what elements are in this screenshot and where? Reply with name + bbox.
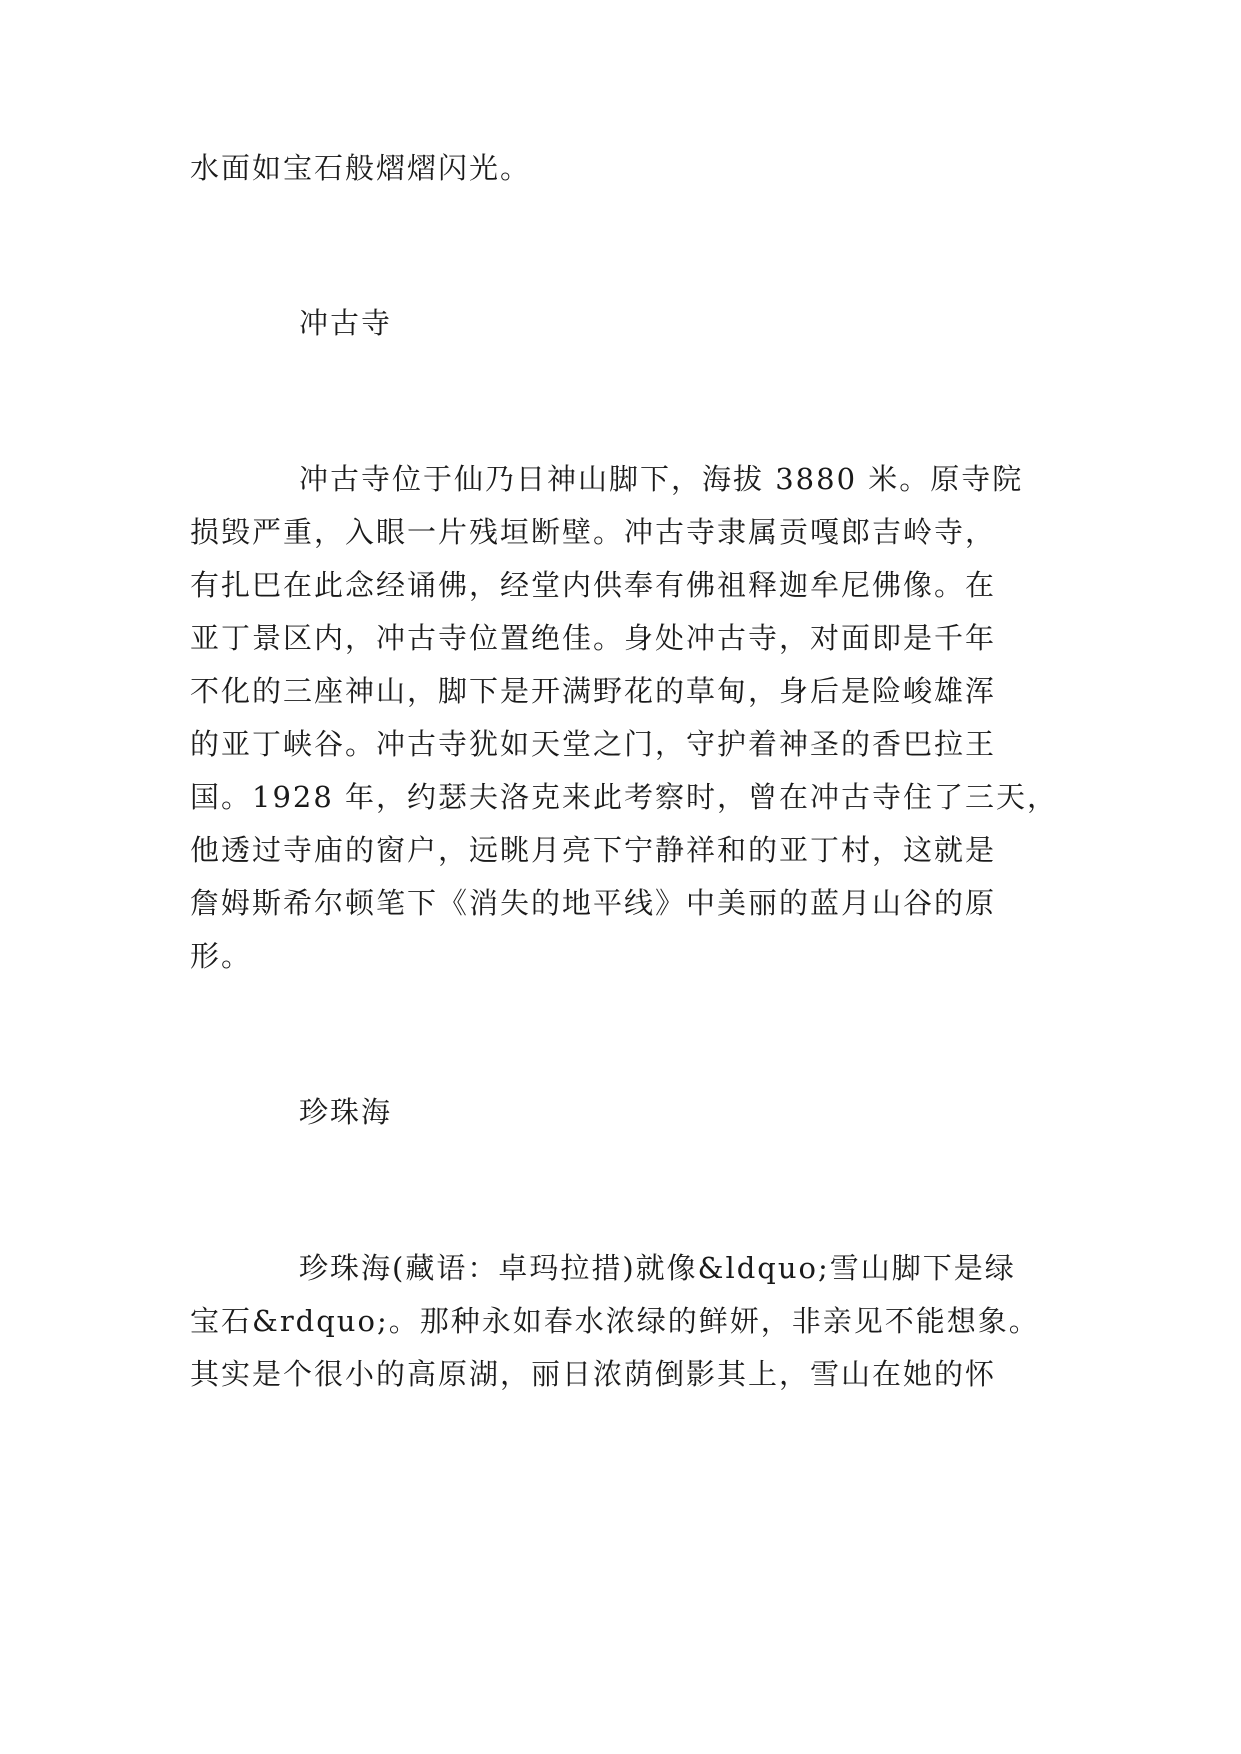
paragraph-line: 形。 xyxy=(190,939,253,973)
paragraph-line: 水面如宝石般熠熠闪光。 xyxy=(190,151,532,185)
section-heading: 冲古寺 xyxy=(299,306,393,340)
paragraph-line: 损毁严重，入眼一片残垣断壁。冲古寺隶属贡嘎郎吉岭寺， xyxy=(190,515,997,549)
section-heading: 珍珠海 xyxy=(299,1095,393,1129)
paragraph-line: 国。1928 年，约瑟夫洛克来此考察时，曾在冲古寺住了三天， xyxy=(190,780,1059,814)
paragraph-line: 其实是个很小的高原湖，丽日浓荫倒影其上，雪山在她的怀 xyxy=(190,1357,997,1391)
paragraph-line: 有扎巴在此念经诵佛，经堂内供奉有佛祖释迦牟尼佛像。在 xyxy=(190,568,997,602)
paragraph-line: 他透过寺庙的窗户，远眺月亮下宁静祥和的亚丁村，这就是 xyxy=(190,833,997,867)
paragraph-line: 的亚丁峡谷。冲古寺犹如天堂之门，守护着神圣的香巴拉王 xyxy=(190,727,997,761)
paragraph-line: 珍珠海(藏语：卓玛拉措)就像&ldquo;雪山脚下是绿 xyxy=(299,1251,1016,1285)
paragraph-line: 詹姆斯希尔顿笔下《消失的地平线》中美丽的蓝月山谷的原 xyxy=(190,886,997,920)
paragraph-line: 亚丁景区内，冲古寺位置绝佳。身处冲古寺，对面即是千年 xyxy=(190,621,997,655)
paragraph-line: 宝石&rdquo;。那种永如春水浓绿的鲜妍，非亲见不能想象。 xyxy=(190,1304,1040,1338)
paragraph-line: 不化的三座神山，脚下是开满野花的草甸，身后是险峻雄浑 xyxy=(190,674,997,708)
paragraph-line: 冲古寺位于仙乃日神山脚下，海拔 3880 米。原寺院 xyxy=(299,462,1024,496)
